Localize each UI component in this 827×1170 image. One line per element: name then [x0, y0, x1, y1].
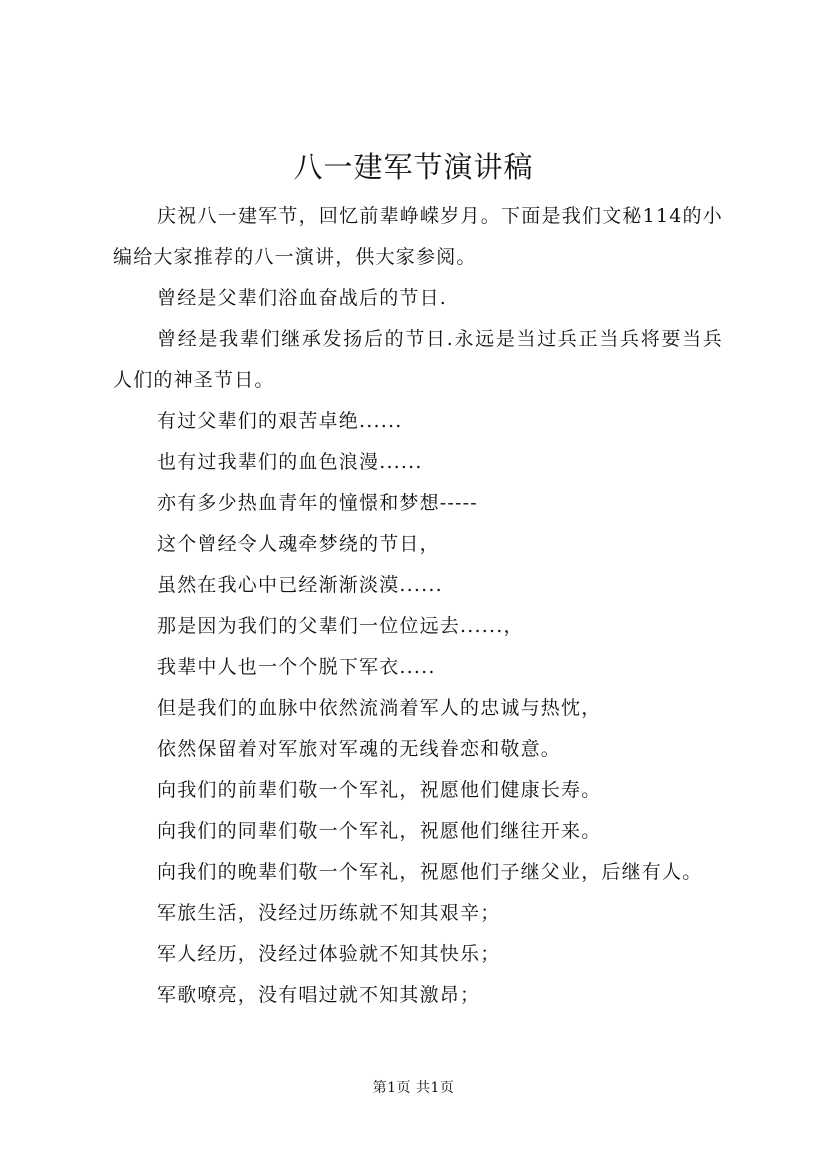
paragraph: 军歌嘹亮，没有唱过就不知其激昂； — [157, 984, 481, 1006]
paragraph: 亦有多少热血青年的憧憬和梦想----- — [157, 492, 478, 514]
paragraph: 向我们的前辈们敬一个军礼，祝愿他们健康长寿。 — [157, 779, 602, 801]
paragraph: 虽然在我心中已经渐渐淡漠...... — [157, 574, 443, 596]
paragraph: 向我们的晚辈们敬一个军礼，祝愿他们子继父业，后继有人。 — [157, 861, 703, 883]
paragraph: 这个曾经令人魂牵梦绕的节日， — [157, 533, 440, 555]
paragraph: 军人经历，没经过体验就不知其快乐； — [157, 943, 501, 965]
paragraph: 向我们的同辈们敬一个军礼，祝愿他们继往开来。 — [157, 820, 602, 842]
paragraph: 曾经是父辈们浴血奋战后的节日. — [157, 287, 448, 309]
paragraph: 曾经是我辈们继承发扬后的节日.永远是当过兵正当兵将要当兵人们的神圣节日。 — [113, 328, 723, 391]
paragraph: 但是我们的血脉中依然流淌着军人的忠诚与热忱， — [157, 697, 602, 719]
paragraph: 军旅生活，没经过历练就不知其艰辛； — [157, 902, 501, 924]
paragraph: 依然保留着对军旅对军魂的无线眷恋和敬意。 — [157, 738, 562, 760]
paragraph: 那是因为我们的父辈们一位位远去......， — [157, 615, 524, 637]
document-title: 八一建军节演讲稿 — [293, 150, 534, 184]
document-body — [113, 196, 723, 1016]
paragraph: 有过父辈们的艰苦卓绝...... — [157, 410, 403, 432]
paragraph: 也有过我辈们的血色浪漫...... — [157, 451, 423, 473]
page-footer: 第1页 共1页 — [372, 1080, 455, 1096]
paragraph: 我辈中人也一个个脱下军衣..... — [157, 656, 436, 678]
paragraph: 庆祝八一建军节，回忆前辈峥嵘岁月。下面是我们文秘114的小编给大家推荐的八一演讲，供大家参阅。 — [113, 205, 723, 268]
